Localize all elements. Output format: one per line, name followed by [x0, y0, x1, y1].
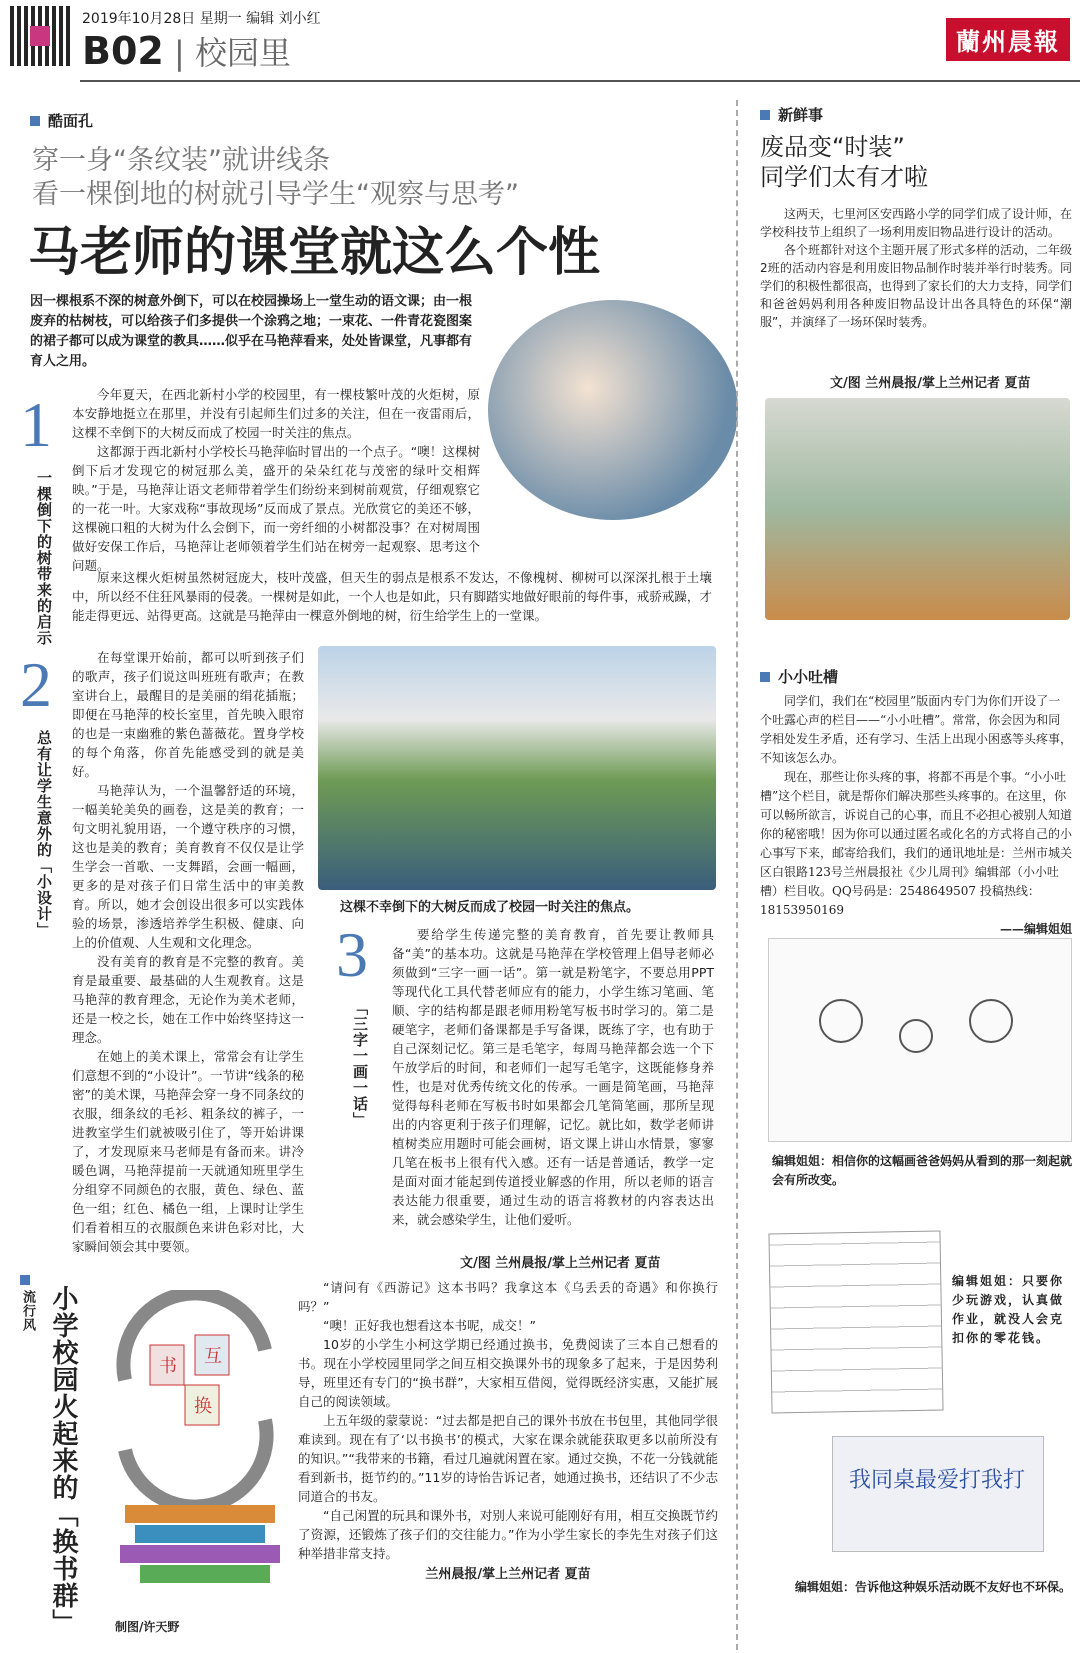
subheading-2: 看一棵倒地的树就引导学生“观察与思考” [32, 179, 519, 210]
column-divider [736, 100, 738, 1650]
tucao-paragraph-2: 现在，那些让你头疼的事，将都不再是个事。“小小吐槽”这个栏目，就是帮你们解决那些头疼事的。在这里，你可以畅所欲言，诉说自己的心事，而且不必担心被别人知道你的秘密哦！因为你可以通过匿名或化名的方式将自己的小心事写下来，邮寄给我们，我们的通讯地址是：兰州市城关区白银路123号兰州晨报社《少儿周刊》编辑部（小小吐槽）栏目收。QQ号码是：2548649507 投稿热线：18153950169 [760, 770, 1073, 917]
lead-paragraph: 因一棵根系不深的树意外倒下，可以在校园操场上一堂生动的语文课；由一根废弃的枯树枝，可以给孩子们多提供一个涂鸦之地；一束花、一件青花瓷图案的裙子都可以成为课堂的教具……似乎在马艳萍看来，处处皆课堂，凡事都有育人之用。 [30, 294, 473, 369]
s1-paragraph-2: 这都源于西北新村小学校长马艳萍临时冒出的一个点子。“噢！这棵树倒下后才发现它的树冠那么美，盛开的朵朵红花与茂密的绿叶交相辉映。”于是，马艳萍让语文老师带着学生们纷纷来到树前观赏，仔细观察它的一花一叶。大家戏称“事故现场”反而成了景点。光欣赏它的美还不够，这棵碗口粗的大树为什么会倒下，而一旁纤细的小树都没事？在对树周围做好安保工作后，马艳萍让老师领着学生们站在树旁一起观察、思考这个问题。 [72, 444, 480, 573]
s3-credit: 文/图 兰州晨报/掌上兰州记者 夏苗 [460, 1256, 661, 1271]
homework-note: 编辑姐姐：只要你少玩游戏，认真做作业，就没人会克扣你的零花钱。 [952, 1274, 1065, 1345]
homework-photo [768, 1231, 943, 1414]
header-date: 2019年10月28日 星期一 编辑 刘小红 [82, 11, 321, 27]
note-paper-caption: 编辑姐姐：告诉他这种娱乐活动既不友好也不环保。 [795, 1580, 1072, 1594]
handwritten-note: 我同桌最爱打我打 [849, 1468, 1026, 1493]
note-paper-photo [832, 1436, 1044, 1552]
illustration-credit: 制图/许天野 [115, 1620, 180, 1634]
newspaper-logo: 蘭州晨報 [946, 18, 1070, 61]
section-3-title: 「三字一画一话」 [351, 1000, 369, 1128]
swap-paragraph-1: “请问有《西游记》这本书吗？我拿这本《乌丢丢的奇遇》和你换行吗？” [298, 1280, 718, 1314]
bottom-tag-marker [20, 1275, 30, 1285]
teacher-students-photo [488, 300, 738, 520]
swap-credit: 兰州晨报/掌上兰州记者 夏苗 [425, 1567, 591, 1582]
fashion-paragraph-2: 各个班都针对这个主题开展了形式多样的活动，二年级2班的活动内容是利用废旧物品制作时装并举行时装秀。同学们的积极性都很高，也得到了家长们的大力支持，同学们和爸爸妈妈利用各种废旧物品设计出各具特色的环保“潮服”，并演绎了一场环保时装秀。 [760, 243, 1073, 329]
section-2-number: 2 [20, 649, 52, 720]
photo-2-caption: 这棵不幸倒下的大树反而成了校园一时关注的焦点。 [340, 900, 640, 915]
s1-paragraph-1: 今年夏天，在西北新村小学的校园里，有一棵枝繁叶茂的火炬树，原本安静地挺立在那里，并没有引起师生们过多的关注，但在一夜雷雨后，这棵不幸倒下的大树反而成了校园一时关注的焦点。 [72, 387, 480, 440]
section-tag-fresh: 新鲜事 [760, 104, 823, 125]
qr-code [10, 6, 70, 66]
swap-paragraph-3: 10岁的小学生小柯这学期已经通过换书，免费阅读了三本自己想看的书。现在小学校园里同学之间互相交换课外书的现象多了起来，于是因势利导，班里还有专门的“换书群”，大家相互借阅，觉得既经济实惠，又能扩展自己的阅读领域。 [298, 1337, 718, 1409]
fallen-tree-photo [318, 646, 716, 890]
book-char-1: 书 [159, 1356, 177, 1377]
book-swap-title: 小学校园火起来的「换书群」 [48, 1285, 78, 1636]
child-drawing [768, 938, 1072, 1142]
section-tag-tucao: 小小吐槽 [760, 666, 838, 687]
section-2-title: 总有让学生意外的「小设计」 [35, 730, 53, 938]
swap-paragraph-5: “自己闲置的玩具和课外书，对别人来说可能刚好有用，相互交换既节约了资源，还锻炼了孩子们的交往能力。”作为小学生家长的李先生对孩子们这种举措非常支持。 [298, 1508, 718, 1561]
section-1-title: 一棵倒下的树带来的启示 [35, 470, 53, 646]
tucao-paragraph-1: 同学们，我们在“校园里”版面内专门为你们开设了一个吐露心声的栏目——“小小吐槽”。常常，你会因为和同学相处发生矛盾，还有学习、生活上出现小困惑等头疼事，不知该怎么办。 [760, 694, 1073, 765]
section-name: 校园里 [194, 34, 291, 72]
page-number: B02 | 校园里 [82, 29, 291, 73]
s2-paragraph-2: 马艳萍认为，一个温馨舒适的环境，一幅美轮美奂的画卷，这是美的教育；一句文明礼貌用语，一个遵守秩序的习惯，这也是美的教育；美育教育不仅仅是让学生学会一首歌、一支舞蹈，会画一幅画，更多的是对孩子们日常生活中的审美教育。所以，她才会创设出很多可以实践体验的场景，渗透培养学生积极、健康、向上的价值观、人生观和文化理念。 [72, 783, 304, 950]
swap-paragraph-4: 上五年级的蒙蒙说：“过去都是把自己的课外书放在书包里，其他同学很难读到。现在有了‘以书换书’的模式，大家在课余就能获取更多以前所没有的知识。”“我带来的书籍，看过几遍就闲置在家。通过交换，不花一分钱就能看到新书，挺节约的。”11岁的诗怡告诉记者，她通过换书，还结识了不少志同道合的书友。 [298, 1413, 718, 1504]
section-tag-trend: 流行风 [20, 1290, 35, 1332]
section-tag-left: 酷面孔 [30, 110, 93, 131]
s2-paragraph-4: 在她上的美术课上，常常会有让学生们意想不到的“小设计”。一节讲“线条的秘密”的美术课，马艳萍会穿一身不同条纹的衣服，细条纹的毛衫、粗条纹的裤子，一进教室学生们就被吸引住了，等开始讲课了，才发现原来马老师是有备而来。讲冷暖色调，马艳萍提前一天就通知班里学生分组穿不同颜色的衣服，黄色、绿色、蓝色一组；红色、橘色一组，上课时让学生们看着相互的衣服颜色来讲色彩对比，大家瞬间领会其中要领。 [72, 1049, 304, 1254]
book-char-2: 互 [204, 1346, 222, 1367]
section-3-number: 3 [336, 919, 368, 990]
fashion-title-2: 同学们太有才啦 [760, 163, 928, 191]
fashion-show-photo [765, 398, 1070, 620]
fashion-title-1: 废品变“时装” [760, 133, 905, 161]
s2-paragraph-1: 在每堂课开始前，都可以听到孩子们的歌声，孩子们说这叫班班有歌声；在教室讲台上，最醒目的是美丽的绢花插瓶；即便在马艳萍的校长室里，首先映入眼帘的也是一束幽雅的紫色蔷薇花。置身学校的每个角落，你首先能感受到的就是美好。 [72, 650, 304, 779]
drawing-caption: 编辑姐姐：相信你的这幅画爸爸妈妈从看到的那一刻起就会有所改变。 [772, 1154, 1073, 1187]
s3-paragraph-1: 要给学生传递完整的美育教育，首先要让教师具备“美”的基本功。这就是马艳萍在学校管理上倡导老师必须做到“三字一画一话”。第一就是粉笔字，不要总用PPT等现代化工具代替老师应有的能力，小学生练习笔画、笔顺、字的结构都是跟老师用粉笔写板书时学习的。第二是硬笔字，老师们备课都是手写备课，既练了字，也有助于自己深刻记忆。第三是毛笔字，每周马艳萍都会选一个下午放学后的时间，和老师们一起写毛笔字，这既能修身养性，也是对优秀传统文化的传承。一画是简笔画，马艳萍觉得每科老师在写板书时如果都会几笔简笔画，那所呈现出的内容更利于孩子们理解，记忆。就比如，数学老师讲植树类应用题时可能会画树，语文课上讲山水情景，寥寥几笔在板书上很有代入感。还有一话是普通话，教学一定是面对面才能起到传道授业解惑的作用，所以老师的语言表达能力很重要，通过生动的语言将教材的内容表达出来，就会感染学生，让他们爱听。 [392, 927, 714, 1227]
header-rule [80, 80, 1080, 82]
tucao-signature: ——编辑姐姐 [999, 922, 1072, 936]
fashion-credit: 文/图 兰州晨报/掌上兰州记者 夏苗 [830, 376, 1031, 391]
subheading-1: 穿一身“条纹装”就讲线条 [32, 145, 330, 176]
book-swap-illustration [95, 1290, 295, 1600]
swap-paragraph-2: “噢！正好我也想看这本书呢，成交！” [323, 1318, 536, 1333]
section-1-number: 1 [20, 389, 52, 460]
s1-paragraph-3: 原来这棵火炬树虽然树冠庞大，枝叶茂盛，但天生的弱点是根系不发达，不像槐树、柳树可以深深扎根于土壤中，所以经不住狂风暴雨的侵袭。一棵树是如此，一个人也是如此，只有脚踏实地做好眼前的每件事，戒骄戒躁，才能走得更远、站得更高。这就是马艳萍由一棵意外倒地的树，衍生给学生上的一堂课。 [72, 570, 712, 623]
fashion-paragraph-1: 这两天，七里河区安西路小学的同学们成了设计师，在学校科技节上组织了一场利用废旧物品进行设计的活动。 [760, 207, 1073, 239]
book-char-3: 换 [194, 1396, 212, 1417]
headline: 马老师的课堂就这么个性 [28, 222, 601, 283]
s2-paragraph-3: 没有美育的教育是不完整的教育。美育是最重要、最基础的人生观教育。这是马艳萍的教育理念，无论作为美术老师，还是一校之长，她在工作中始终坚持这一理念。 [72, 954, 304, 1045]
